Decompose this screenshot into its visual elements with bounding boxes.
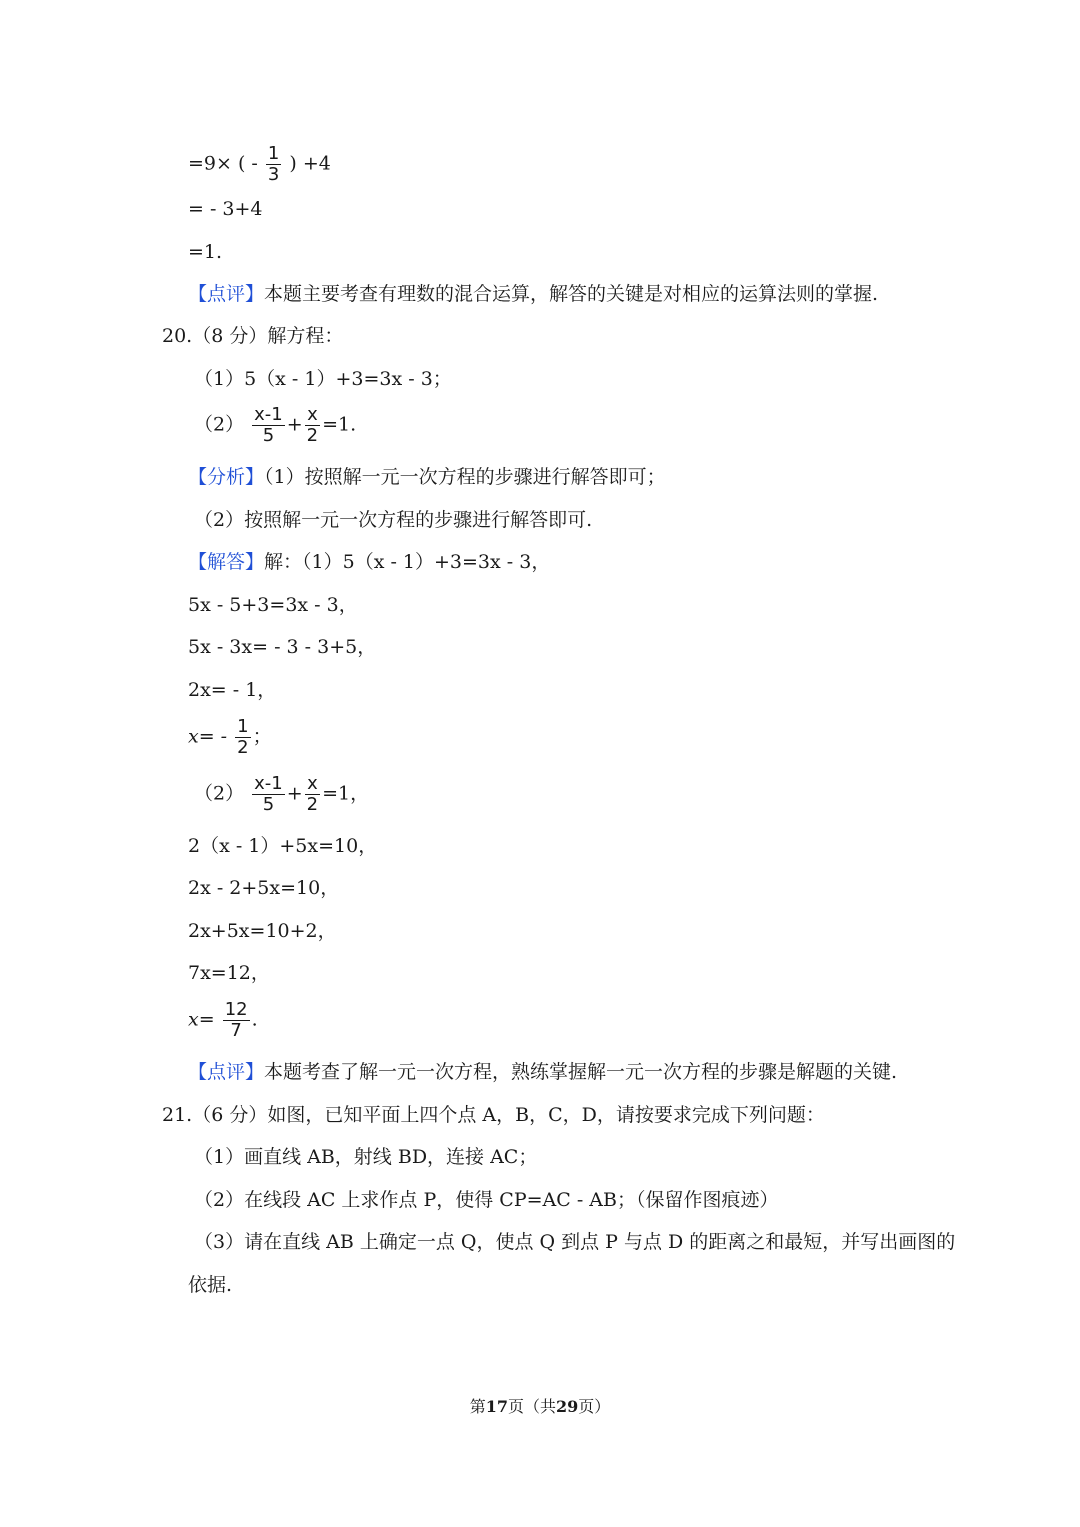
comment-20 [188,1060,897,1084]
footer-post: 页） [578,1397,611,1416]
part-2-suffix: =1， [322,782,370,805]
fraction-denominator: 7 [230,1020,242,1041]
solution-step-8: 2x+5x=10+2， [188,920,337,942]
comment-tag: 【点评】 [188,1061,265,1083]
page-number: 17 [485,1397,508,1416]
question-20-part-2 [194,405,356,446]
calc-line-1-text: =9× ( - [188,152,258,175]
part-2-prefix: （2） [194,782,245,805]
fraction-denominator: 5 [262,794,275,815]
step-4-suffix: ； [252,725,272,748]
fraction-numerator: 1 [267,143,280,164]
fraction-numerator: x-1 [254,404,283,425]
footer-pre: 第 [469,1397,486,1416]
step-4-prefix: x= - [188,725,228,748]
question-20-title: 20.（8 分）解方程： [162,325,344,347]
analysis-tag: 【分析】 [188,466,265,488]
solution-step-4 [188,717,272,758]
calc-line-1 [188,144,331,185]
comment-tag: 【点评】 [188,283,265,305]
page-total: 29 [556,1397,579,1416]
comment-text: 本题考查了解一元一次方程，熟练掌握解一元一次方程的步骤是解题的关键. [264,1061,898,1083]
solution-part-2-head [194,774,369,815]
solution-step-1: 5x - 5+3=3x - 3， [188,594,358,616]
solution-step-6: 2（x - 1）+5x=10， [188,835,378,857]
question-20-part-1: （1）5（x - 1）+3=3x - 3； [194,368,452,390]
fraction-numerator: x [307,773,318,794]
comment-19 [188,282,878,306]
question-21-part-3-cont: 依据. [188,1274,233,1296]
fraction-denominator: 2 [237,737,249,758]
step-10-suffix: . [251,1008,258,1031]
answer-head [188,550,550,574]
page-footer [0,1396,1080,1418]
fraction-twelve-sevenths [223,1000,250,1041]
part-2-prefix: （2） [194,413,245,436]
analysis-line-2: （2）按照解一元一次方程的步骤进行解答即可. [194,509,593,531]
answer-tag: 【解答】 [188,551,265,573]
solution-step-7: 2x - 2+5x=10， [188,877,340,899]
fraction-denominator: 2 [306,794,319,815]
fraction-x-over-2 [305,405,320,446]
solution-step-3: 2x= - 1， [188,679,277,701]
comment-text: 本题主要考查有理数的混合运算，解答的关键是对相应的运算法则的掌握. [264,283,879,305]
question-21-part-3: （3）请在直线 AB 上确定一点 Q，使点 Q 到点 P 与点 D 的距离之和最短，并写出画图的 [194,1231,956,1253]
solution-step-9: 7x=12， [188,962,270,984]
question-21-title: 21.（6 分）如图，已知平面上四个点 A，B，C，D，请按要求完成下列问题： [162,1104,825,1126]
fraction-numerator: 12 [224,999,248,1020]
calc-line-3: =1. [188,241,223,263]
solution-step-2: 5x - 3x= - 3 - 3+5， [188,636,377,658]
answer-head-text: 解：（1）5（x - 1）+3=3x - 3， [264,551,551,573]
fraction-numerator: x-1 [254,773,283,794]
calc-line-1-tail: ) +4 [289,152,331,175]
solution-step-10 [188,1000,258,1041]
fraction-x-over-2 [305,774,320,815]
analysis-text-1: （1）按照解一元一次方程的步骤进行解答即可； [264,466,666,488]
analysis-line-1 [188,465,666,489]
plus-sign: + [286,413,303,436]
calc-line-2: = - 3+4 [188,198,263,220]
footer-mid: 页（共 [507,1397,556,1416]
fraction-numerator: 1 [237,716,249,737]
fraction-denominator: 3 [267,164,280,185]
question-21-part-1: （1）画直线 AB，射线 BD，连接 AC； [194,1146,538,1168]
fraction-denominator: 2 [306,425,319,446]
fraction-x-minus-1-over-5 [252,405,285,446]
fraction-one-half [235,717,250,758]
question-21-part-2: （2）在线段 AC 上求作点 P，使得 CP=AC - AB；（保留作图痕迹） [194,1189,779,1211]
part-2-suffix: =1. [322,413,357,436]
fraction-denominator: 5 [262,425,275,446]
plus-sign: + [286,782,303,805]
fraction-one-third [266,144,281,185]
step-10-prefix: x= [188,1008,215,1031]
fraction-numerator: x [307,404,318,425]
fraction-x-minus-1-over-5 [252,774,285,815]
